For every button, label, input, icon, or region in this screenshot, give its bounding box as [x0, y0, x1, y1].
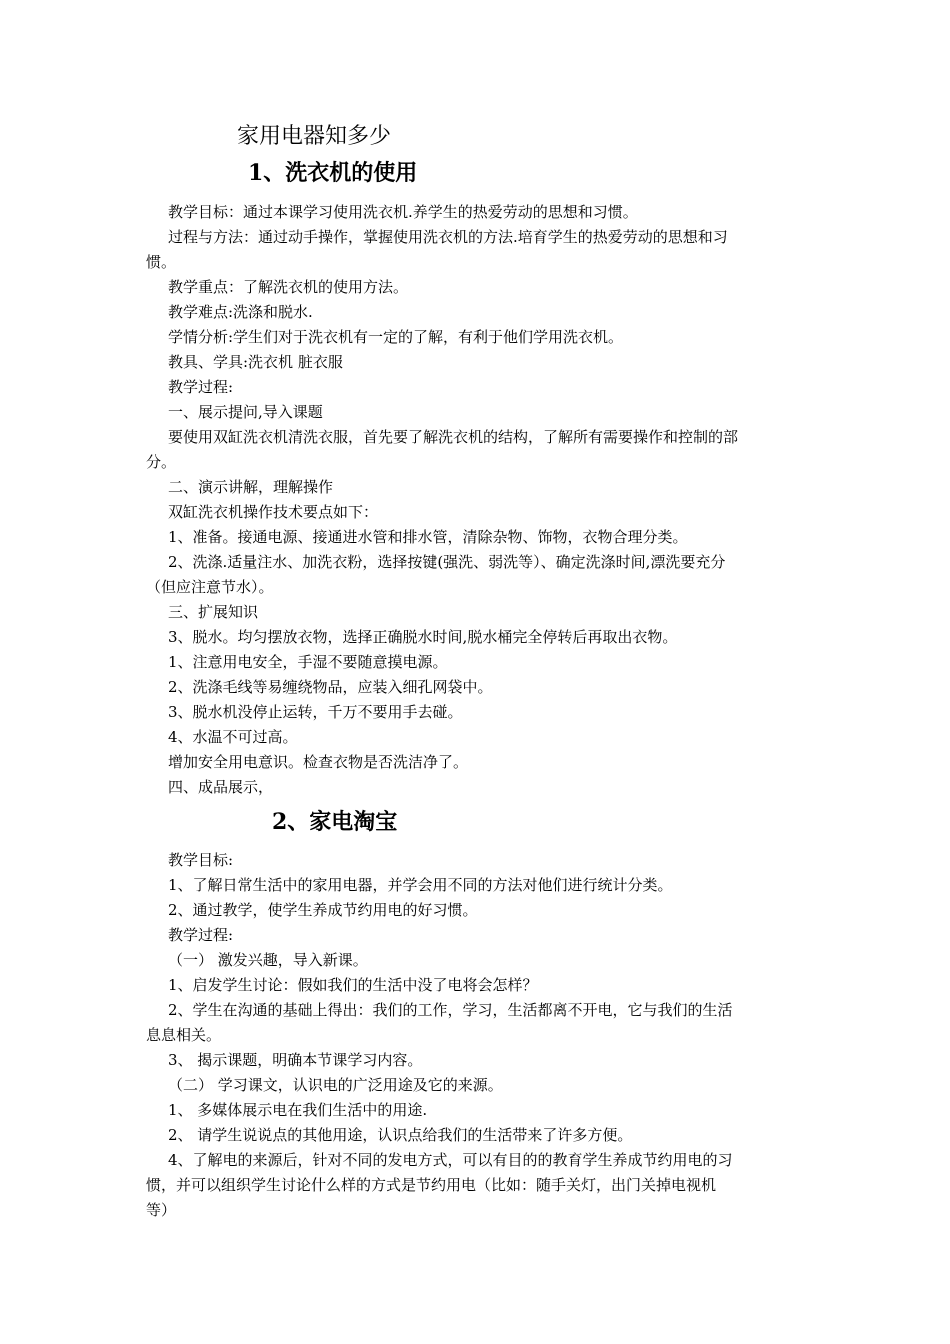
paragraph-line: 2、洗涤.适量注水、加洗衣粉，选择按键(强洗、弱洗等）、确定洗涤时间,漂洗要充分 [168, 553, 726, 571]
paragraph-line: 双缸洗衣机操作技术要点如下： [168, 503, 379, 521]
document-title: 家用电器知多少 [237, 124, 392, 149]
paragraph-line: 教学目标: [168, 851, 234, 869]
paragraph-line: 2、 请学生说说点的其他用途，认识点给我们的生活带来了许多方便。 [168, 1126, 633, 1144]
paragraph-line: 4、水温不可过高。 [168, 728, 298, 746]
paragraph-line: 1、 多媒体展示电在我们生活中的用途. [168, 1101, 428, 1119]
paragraph-line: 三、扩展知识 [168, 603, 259, 621]
paragraph-line: 要使用双缸洗衣机清洗衣服，首先要了解洗衣机的结构，了解所有需要操作和控制的部 [168, 428, 739, 446]
paragraph-line: 分。 [146, 453, 177, 471]
paragraph-line: 增加安全用电意识。检查衣物是否洗洁净了。 [168, 753, 469, 771]
paragraph-line: 二、演示讲解，理解操作 [168, 478, 334, 496]
section-heading-washing-machine: 1、洗衣机的使用 [248, 160, 418, 186]
paragraph-line: 四、成品展示， [168, 778, 274, 796]
paragraph-line: 教学过程: [168, 378, 234, 396]
paragraph-line: （一） 激发兴趣，导入新课。 [168, 951, 368, 969]
paragraph-line: 惯，并可以组织学生讨论什么样的方式是节约用电（比如：随手关灯，出门关掉电视机 [146, 1176, 717, 1194]
paragraph-line: 3、脱水。均匀摆放衣物，选择正确脱水时间,脱水桶完全停转后再取出衣物。 [168, 628, 678, 646]
paragraph-line: 4、了解电的来源后，针对不同的发电方式，可以有目的的教育学生养成节约用电的习 [168, 1151, 733, 1169]
paragraph-line: 1、了解日常生活中的家用电器，并学会用不同的方法对他们进行统计分类。 [168, 876, 673, 894]
paragraph-line: 教学目标：通过本课学习使用洗衣机.养学生的热爱劳动的思想和习惯。 [168, 203, 638, 221]
paragraph-line: 等） [146, 1201, 177, 1219]
paragraph-line: 教学重点：了解洗衣机的使用方法。 [168, 278, 409, 296]
paragraph-line: 1、注意用电安全，手湿不要随意摸电源。 [168, 653, 448, 671]
paragraph-line: 过程与方法：通过动手操作，掌握使用洗衣机的方法.培育学生的热爱劳动的思想和习 [168, 228, 728, 246]
paragraph-line: 惯。 [146, 253, 177, 271]
paragraph-line: 学情分析:学生们对于洗衣机有一定的了解，有利于他们学用洗衣机。 [168, 328, 624, 346]
paragraph-line: 息息相关。 [146, 1026, 222, 1044]
paragraph-line: 2、学生在沟通的基础上得出：我们的工作，学习，生活都离不开电，它与我们的生活 [168, 1001, 733, 1019]
section-heading-appliance-hunt: 2、家电淘宝 [272, 809, 398, 835]
paragraph-line: 教具、学具:洗衣机 脏衣服 [168, 353, 343, 371]
paragraph-line: 1、启发学生讨论：假如我们的生活中没了电将会怎样？ [168, 976, 538, 994]
paragraph-line: 3、 揭示课题，明确本节课学习内容。 [168, 1051, 423, 1069]
paragraph-line: 2、通过教学，使学生养成节约用电的好习惯。 [168, 901, 478, 919]
paragraph-line: 2、洗涤毛线等易缠绕物品，应装入细孔网袋中。 [168, 678, 493, 696]
paragraph-line: 教学过程: [168, 926, 234, 944]
paragraph-line: 一、展示提问,导入课题 [168, 403, 323, 421]
paragraph-line: （二） 学习课文，认识电的广泛用途及它的来源。 [168, 1076, 503, 1094]
paragraph-line: 3、脱水机没停止运转，千万不要用手去碰。 [168, 703, 463, 721]
paragraph-line: （但应注意节水）。 [146, 578, 274, 596]
paragraph-line: 1、准备。接通电源、接通进水管和排水管，清除杂物、饰物，衣物合理分类。 [168, 528, 688, 546]
paragraph-line: 教学难点:洗涤和脱水. [168, 303, 313, 321]
